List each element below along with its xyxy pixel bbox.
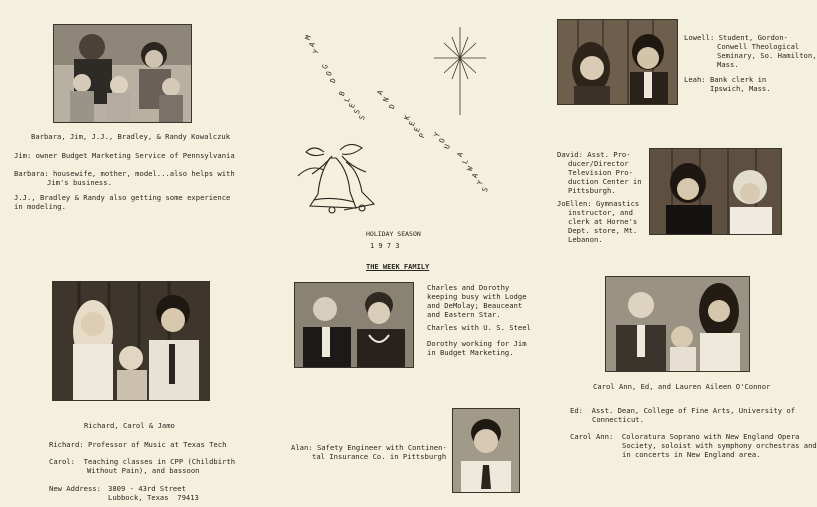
richard-caption: Richard, Carol & Jamo [84, 421, 175, 430]
alan-line-2: tal Insurance Co. in Pittsburgh [312, 452, 447, 461]
carol-ann-line-2: Society, soloist with symphony orchestras and [622, 441, 817, 450]
charles-line-2: keeping busy with Lodge [427, 292, 527, 301]
oconnor-caption: Carol Ann, Ed, and Lauren Aileen O'Connor [593, 382, 771, 391]
david-line-5: Pittsburgh. [568, 186, 616, 195]
lowell-line-3: Seminary, So. Hamilton, [717, 51, 817, 60]
greeting-letter: D [386, 103, 397, 111]
joellen-line-5: Lebanon. [568, 235, 603, 244]
address-label: New Address: [49, 484, 101, 493]
charles-line-4: and Eastern Star. [427, 310, 501, 319]
joellen-line-2: instructor, and [568, 208, 633, 217]
greeting-letter: A [469, 172, 480, 180]
greeting-letter: E [411, 126, 422, 134]
ed-line-1: Ed: Asst. Dean, College of Fine Arts, University of [570, 406, 796, 415]
carol-line-2: Without Pain), and bassoon [87, 466, 200, 475]
carol-ann-line-3: in concerts in New England area. [622, 450, 761, 459]
lowell-line-1: Lowell: Student, Gordon- [684, 33, 788, 42]
greeting-letter: S [479, 186, 490, 194]
year-label: 1 9 7 3 [370, 242, 400, 250]
alan-photo [452, 408, 520, 493]
kowalczuk-barbara-1: Barbara: housewife, mother, model...also helps with [14, 169, 235, 178]
joellen-line-4: Dept. store, Mt. [568, 226, 638, 235]
greeting-letter: S [356, 114, 367, 122]
family-heading: THE WEEK FAMILY [366, 263, 430, 271]
charles-dorothy-photo [294, 282, 414, 368]
greeting-letter: M [302, 34, 313, 42]
greeting-letter: G [319, 63, 330, 71]
kowalczuk-caption: Barbara, Jim, J.J., Bradley, & Randy Kowalczuk [31, 132, 231, 141]
holiday-season-label: HOLIDAY SEASON [366, 230, 421, 238]
david-line-2: ducer/Director [568, 159, 629, 168]
richard-profession: Richard: Professor of Music at Texas Tech [49, 440, 227, 449]
david-line-3: Television Pro- [568, 168, 633, 177]
bells-icon [284, 140, 396, 214]
greeting-letter: Y [474, 179, 485, 187]
greeting-letter: O [436, 137, 447, 145]
carol-line-1: Carol: Teaching classes in CPP (Childbirth [49, 457, 236, 466]
oconnor-family-photo [605, 276, 750, 372]
kowalczuk-kids-2: in modeling. [14, 202, 66, 211]
greeting-letter: W [464, 165, 475, 173]
lowell-line-2: Conwell Theological [717, 42, 800, 51]
kowalczuk-kids-1: J.J., Bradley & Randy also getting some experience [14, 193, 231, 202]
dorothy-line-1: Dorothy working for Jim [427, 339, 527, 348]
greeting-letter: Y [310, 48, 321, 56]
lowell-line-4: Mass. [717, 60, 739, 69]
carol-ann-line-1: Carol Ann: Coloratura Soprano with New England Opera [570, 432, 800, 441]
leah-line-1: Leah: Bank clerk in [684, 75, 767, 84]
greeting-letter: U [441, 143, 452, 151]
lowell-leah-photo [557, 19, 678, 105]
greeting-letter: O [323, 70, 334, 78]
kowalczuk-barbara-2: Jim's business. [47, 178, 112, 187]
greeting-letter: L [341, 96, 352, 104]
greeting-letter: N [380, 96, 391, 104]
richard-carol-jamo-photo [52, 281, 210, 401]
david-joellen-photo [649, 148, 782, 235]
greeting-letter: E [346, 102, 357, 110]
greeting-letter: Y [431, 131, 442, 139]
greeting-letter: A [374, 89, 385, 97]
joellen-line-1: JoEllen: Gymnastics [557, 199, 640, 208]
ed-line-2: Connecticut. [592, 415, 644, 424]
joellen-line-3: clerk at Horne's [568, 217, 638, 226]
kowalczuk-jim: Jim: owner Budget Marketing Service of Pennsylvania [14, 151, 235, 160]
greeting-letter: K [401, 114, 412, 122]
david-line-1: David: Asst. Pro- [557, 150, 631, 159]
greeting-letter: A [454, 151, 465, 159]
address-line-2: Lubbock, Texas 79413 [108, 493, 199, 502]
greeting-letter: L [459, 158, 470, 166]
greeting-letter: E [406, 120, 417, 128]
alan-line-1: Alan: Safety Engineer with Continen- [291, 443, 447, 452]
charles-line-3: and DeMolay; Beauceant [427, 301, 523, 310]
charles-line-1: Charles and Dorothy [427, 283, 510, 292]
greeting-letter: S [351, 108, 362, 116]
address-line-1: 3809 - 43rd Street [108, 484, 186, 493]
star-icon [430, 25, 490, 117]
greeting-letter: P [416, 132, 427, 140]
greeting-letter: A [306, 41, 317, 49]
david-line-4: duction Center in [568, 177, 642, 186]
charles-line-5: Charles with U. S. Steel [427, 323, 531, 332]
greeting-letter: B [336, 90, 347, 98]
greeting-letter: D [327, 77, 338, 85]
dorothy-line-2: in Budget Marketing. [427, 348, 514, 357]
kowalczuk-family-photo [53, 24, 192, 123]
leah-line-2: Ipswich, Mass. [710, 84, 771, 93]
